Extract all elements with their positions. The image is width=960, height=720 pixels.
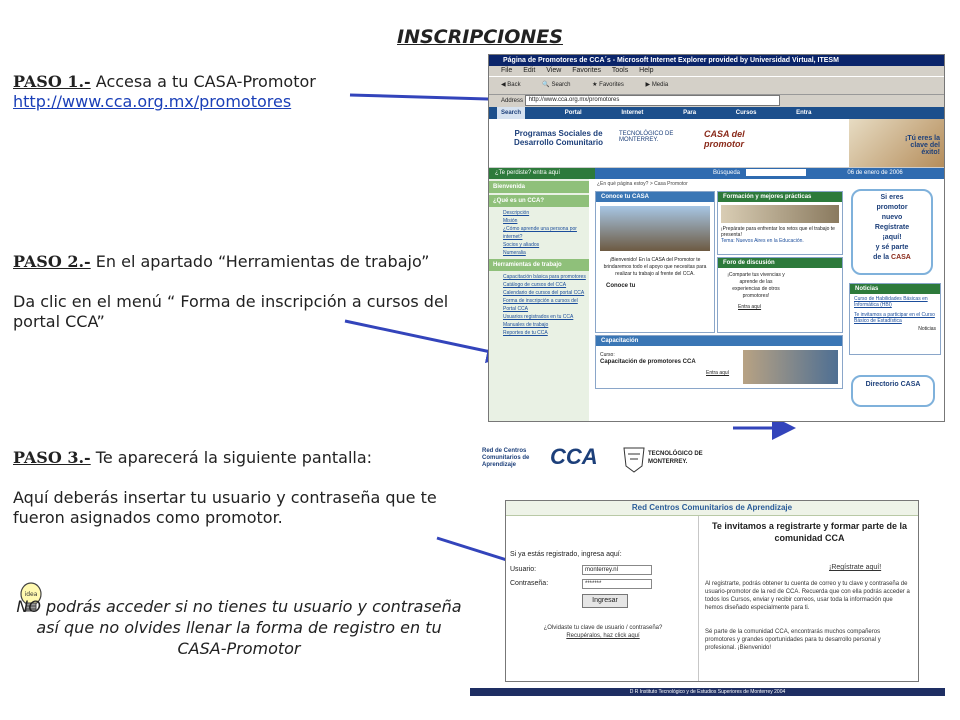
search-bar	[595, 168, 944, 179]
tema-link[interactable]: Tema: Nuevos Aires en la Educación.	[721, 238, 804, 244]
browser-screenshot	[488, 54, 945, 422]
nav-entra[interactable]: Entra	[796, 110, 812, 116]
menu-view[interactable]: View	[546, 67, 562, 74]
menu-help[interactable]: Help	[639, 67, 654, 74]
address-input[interactable]: http://www.cca.org.mx/promotores	[525, 95, 780, 106]
step-1-label: PASO 1.-	[13, 72, 91, 91]
note-text: NO podrás acceder si no tienes tu usuario y contraseña así que no olvides llenar la forma de registro en tu CASA-Promotor	[16, 597, 462, 658]
footer-bar: D R Instituto Tecnológico y de Estudios Superiores de Monterrey 2004	[470, 688, 945, 696]
foro-title: Foro de discusión	[718, 258, 842, 268]
media-label: Media	[651, 82, 669, 88]
curso-label: Curso:	[600, 352, 615, 358]
toolbar-favorites-button[interactable]: ★ Favorites	[592, 82, 624, 88]
arrow-step2	[345, 321, 505, 355]
ie-toolbar	[489, 76, 944, 95]
sidebar-item[interactable]: Usuarios registrados en tu CCA	[503, 314, 574, 320]
sidebar-item[interactable]: Reportes de tu CCA	[503, 330, 548, 336]
sidebar-item[interactable]: Misión	[503, 218, 518, 224]
site-nav	[489, 107, 944, 119]
rb-line: nuevo	[881, 214, 903, 221]
right-pane	[845, 179, 944, 421]
nav-para[interactable]: Para	[683, 110, 697, 116]
noticias-box	[849, 283, 941, 355]
site-banner	[489, 119, 944, 168]
invite-heading: Te invitamos a registrarte y formar parte de la comunidad CCA	[712, 521, 907, 543]
sidebar-item-inscripcion[interactable]: Forma de inscripción a cursos del Portal CCA	[503, 298, 578, 312]
lost-link[interactable]: ¿Te perdiste? entra aquí	[489, 168, 595, 179]
sidebar-item[interactable]: Manuales de trabajo	[503, 322, 549, 328]
sidebar-item[interactable]: Descripción	[503, 210, 530, 216]
ingresar-button[interactable]: Ingresar	[582, 594, 628, 608]
formacion-box	[717, 191, 843, 255]
logos	[482, 440, 703, 480]
sidebar-item[interactable]: Capacitación básica para promotores	[503, 274, 586, 280]
back-button[interactable]: ◀ Back	[501, 82, 521, 88]
rb-line: de la	[873, 254, 890, 261]
busqueda-input[interactable]	[746, 169, 806, 176]
capacitacion-title: Capacitación	[596, 336, 842, 346]
formacion-photo	[721, 205, 839, 223]
sidebar-item[interactable]: Numeralia	[503, 250, 526, 256]
banner-slogan: ¡Tú eres la clave del éxito!	[904, 135, 940, 156]
promotores-link[interactable]: http://www.cca.org.mx/promotores	[13, 92, 292, 111]
menu-favorites[interactable]: Favorites	[572, 67, 602, 74]
registered-text: Si ya estás registrado, ingresa aquí:	[510, 551, 622, 558]
nav-cursos[interactable]: Cursos	[735, 110, 757, 116]
noticias-more-link[interactable]: Noticias	[918, 326, 936, 332]
banner-casa: CASA del promotor	[704, 129, 745, 149]
step-2-detail: Da clic en el menú “ Forma de inscripción a cursos del portal CCA”	[13, 292, 449, 331]
curso-photo	[743, 350, 838, 384]
svg-text:idea: idea	[24, 591, 38, 598]
rb-line: ¡aquí!	[882, 234, 902, 241]
register-info: Al registrarte, podrás obtener tu cuenta de correo y tu clave y contraseña de usuario-promotor de la red de CCA. Recuerda que con ella podrás acceder a todos los Cursos, enviar y recibir correos, usar toda la información que hemos diseñado especialmente para ti.	[705, 581, 910, 611]
page-title: INSCRIPCIONES	[397, 26, 563, 48]
step-1-text: Accesa a tu CASA-Promotor	[95, 72, 316, 91]
step-3-detail: Aquí deberás insertar tu usuario y contraseña que te fueron asignados como promotor.	[13, 488, 437, 527]
sidebar-item[interactable]: Calendario de cursos del portal CCA	[503, 290, 585, 296]
forgot-text: ¿Olvidaste tu clave de usuario / contraseña?	[543, 625, 663, 631]
foro-text: ¡Comparte tus vivencias y aprende de las experiencias de otros promotores!	[727, 272, 785, 299]
ie-menu-bar	[489, 66, 944, 76]
menu-file[interactable]: File	[501, 67, 513, 74]
user-label: Usuario:	[510, 566, 537, 573]
tec-seal-icon	[622, 444, 646, 474]
login-left-panel	[506, 516, 694, 681]
user-input[interactable]: monterrey.nl	[582, 565, 652, 575]
address-bar	[489, 95, 944, 107]
step-3-text: Te aparecerá la siguiente pantalla:	[95, 448, 373, 467]
banner-photo	[849, 119, 944, 167]
login-screenshot	[505, 500, 919, 682]
welcome-text: ¡Bienvenido! En la CASA del Promotor te brindaremos todo el apoyo que necesitas para realizar tu trabajo al frente del CCA.	[603, 257, 707, 277]
sidebar-item[interactable]: Catálogo de cursos del CCA	[503, 282, 567, 288]
left-sidebar	[489, 179, 589, 421]
login-header: Red Centros Comunitarios de Aprendizaje	[506, 501, 918, 516]
rb-line: Regístrate	[874, 224, 910, 231]
group-photo	[600, 206, 710, 251]
step-2-label: PASO 2.-	[13, 252, 91, 271]
rb-line: promotor	[876, 204, 908, 211]
menu-edit[interactable]: Edit	[523, 67, 536, 74]
register-box[interactable]	[851, 189, 933, 275]
banner-tec: TECNOLÓGICO DE MONTERREY.	[619, 131, 674, 143]
toolbar-search-button[interactable]: 🔍 Search	[542, 82, 571, 88]
noticias-title: Noticias	[850, 284, 940, 294]
foro-entra-link[interactable]: Entra aquí	[738, 304, 762, 310]
main-pane	[593, 179, 843, 421]
conoce-button[interactable]: Conoce tu	[606, 283, 636, 289]
directorio-button[interactable]: Directorio CASA	[851, 375, 935, 407]
rb-line: y sé parte	[875, 244, 909, 251]
address-label: Address	[501, 98, 524, 105]
sidebar-item[interactable]: Socios y aliados	[503, 242, 540, 248]
tec-logo-text: TECNOLÓGICO DE MONTERREY.	[648, 451, 703, 465]
date-text: 06 de enero de 2006	[847, 170, 903, 176]
foro-box	[717, 257, 843, 333]
recover-link[interactable]: Recupéralos, haz click aquí	[566, 633, 640, 639]
noticia-item[interactable]: Curso de Habilidades Básicas en Informática (HBI)	[854, 296, 928, 308]
register-link[interactable]: ¡Regístrate aquí!	[829, 564, 882, 571]
sidebar-what[interactable]: ¿Qué es un CCA?	[489, 195, 589, 207]
busqueda-label: Búsqueda	[713, 170, 741, 176]
curso-entra-link[interactable]: Entra aquí	[706, 370, 730, 376]
capacitacion-box	[595, 335, 843, 389]
red-logo: Red de Centros Comunitarios de Aprendizaje	[482, 448, 530, 468]
toolbar-media-button[interactable]: ▶ Media	[645, 82, 669, 88]
breadcrumb: ¿En qué página estoy? > Casa Promotor	[597, 181, 688, 187]
banner-title: Programas Sociales de Desarrollo Comunitario	[514, 129, 603, 147]
noticia-item[interactable]: Te invitamos a participar en el Curso Básico de Estadística	[854, 312, 935, 324]
menu-tools[interactable]: Tools	[611, 67, 629, 74]
login-right-panel	[698, 516, 917, 681]
conoce-title: Conoce tu CASA	[596, 192, 714, 202]
rb-line: CASA	[891, 254, 911, 261]
search-label: Search	[551, 82, 571, 88]
rb-line: Si eres	[880, 194, 904, 201]
curso-name: Capacitación de promotores CCA	[600, 359, 696, 365]
sidebar-item[interactable]: ¿Cómo aprende una persona por internet?	[503, 226, 577, 240]
sidebar-tools[interactable]: Herramientas de trabajo	[489, 259, 589, 271]
password-label: Contraseña:	[510, 580, 549, 587]
community-info: Sé parte de la comunidad CCA, encontrarás muchos compañeros promotores y grandes oportunidades para tu desarrollo personal y profesional. ¡Bienvenido!	[705, 629, 881, 651]
favorites-label: Favorites	[599, 82, 624, 88]
password-input[interactable]: *******	[582, 579, 652, 589]
ie-title-bar: Página de Promotores de CCA´s - Microsoft Internet Explorer provided by Universidad Virtual, ITESM	[489, 55, 944, 66]
formacion-text: ¡Prepárate para enfrentar los retos que el trabajo te presenta!	[721, 226, 835, 238]
nav-internet[interactable]: Internet	[621, 110, 644, 116]
site-search-label: Search	[497, 107, 525, 119]
cca-logo: CCA	[550, 444, 598, 469]
back-label: Back	[507, 82, 521, 88]
sidebar-welcome[interactable]: Bienvenida	[489, 181, 589, 193]
nav-portal[interactable]: Portal	[564, 110, 582, 116]
conoce-box	[595, 191, 715, 333]
formacion-title: Formación y mejores prácticas	[718, 192, 842, 202]
step-2-text: En el apartado “Herramientas de trabajo”	[95, 252, 430, 271]
step-3-label: PASO 3.-	[13, 448, 91, 467]
